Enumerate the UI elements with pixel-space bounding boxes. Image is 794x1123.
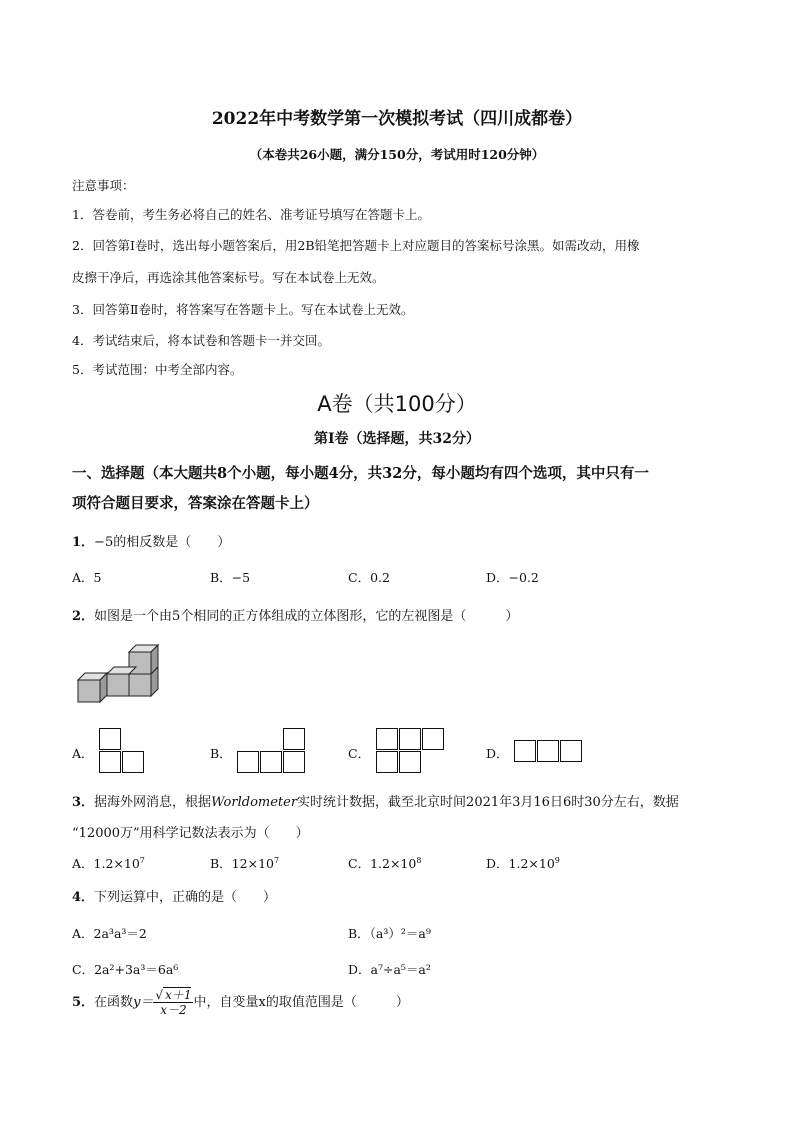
option-d: D．$1.2\times 10^9$ bbox=[486, 855, 560, 871]
option-a: A．5 bbox=[72, 570, 102, 585]
question-4 bbox=[72, 886, 276, 905]
option-a-label: A． bbox=[72, 746, 94, 761]
question-text: 实时统计数据，截至北京时间2021年3月16日6时30分左右，数据 bbox=[297, 795, 679, 810]
question-text: −5的相反数是（ ） bbox=[94, 535, 231, 550]
question-number: 2． bbox=[72, 609, 95, 624]
section-title: A卷（共100分） bbox=[317, 392, 477, 416]
option-b-label: B． bbox=[210, 746, 232, 761]
note-item: 1．答卷前，考生务必将自己的姓名、准考证号填写在答题卡上。 bbox=[72, 207, 430, 222]
part-title-line2: 项符合题目要求，答案涂在答题卡上） bbox=[72, 495, 319, 512]
question-text-emphasis: Worldometer bbox=[211, 795, 298, 810]
question-number: 4． bbox=[72, 890, 95, 905]
question-text: 中，自变量x的取值范围是（ ） bbox=[193, 995, 409, 1010]
option-d: D．−0.2 bbox=[486, 570, 539, 585]
page-title: 2022年中考数学第一次模拟考试（四川成都卷） bbox=[211, 109, 583, 129]
question-text: 据海外网消息，根据 bbox=[94, 795, 212, 810]
function-fraction: $\frac{√ x+1}{x-2}$ bbox=[155, 988, 192, 1017]
note-item: 4．考试结束后，将本试卷和答题卡一并交回。 bbox=[72, 333, 330, 348]
option-c: C．2a²+3a³＝6a⁶ bbox=[72, 962, 179, 977]
question-number: 3． bbox=[72, 795, 95, 810]
question-2 bbox=[72, 605, 518, 624]
question-text: 下列运算中，正确的是（ ） bbox=[94, 890, 277, 905]
option-c: C．0.2 bbox=[348, 570, 390, 585]
option-d: D．a⁷÷a⁵＝a² bbox=[348, 962, 431, 977]
option-a: A．2a³a³＝2 bbox=[72, 926, 147, 941]
option-c-label: C． bbox=[348, 746, 371, 761]
cube-solid-figure bbox=[74, 640, 166, 708]
function-var: y＝ bbox=[133, 995, 154, 1010]
part-title-line1: 一、选择题（本大题共8个小题，每小题4分，共32分，每小题均有四个选项，其中只有一 bbox=[72, 465, 649, 482]
notes-heading: 注意事项： bbox=[72, 178, 135, 193]
volume-title: 第Ⅰ卷（选择题，共32分） bbox=[313, 431, 481, 447]
question-number: 1． bbox=[72, 535, 95, 550]
question-text: 如图是一个由5个相同的正方体组成的立体图形，它的左视图是（ ） bbox=[94, 609, 519, 624]
option-b: B．$12\times 10^7$ bbox=[210, 855, 280, 871]
question-3-line2: “12000万”用科学记数法表示为（ ） bbox=[72, 826, 309, 841]
question-1 bbox=[72, 531, 230, 550]
page-subtitle: （本卷共26小题，满分150分，考试用时120分钟） bbox=[249, 147, 545, 162]
note-item: 皮擦干净后，再选涂其他答案标号。写在本试卷上无效。 bbox=[72, 270, 385, 285]
option-b: B．（a³）²＝a⁹ bbox=[348, 926, 431, 941]
question-3 bbox=[72, 791, 679, 810]
question-number: 5． bbox=[72, 995, 95, 1010]
note-item: 2．回答第Ⅰ卷时，选出每小题答案后，用2B铅笔把答题卡上对应题目的答案标号涂黑。如需改动，用橡 bbox=[72, 238, 640, 253]
option-d-label: D． bbox=[486, 746, 509, 761]
question-text: 在函数 bbox=[94, 995, 134, 1010]
option-c: C．$1.2\times 10^8$ bbox=[348, 855, 422, 871]
note-item: 5．考试范围：中考全部内容。 bbox=[72, 362, 243, 377]
question-5 bbox=[72, 988, 409, 1017]
note-item: 3．回答第Ⅱ卷时，将答案写在答题卡上。写在本试卷上无效。 bbox=[72, 302, 414, 317]
option-a: A．$1.2\times 10^7$ bbox=[72, 855, 145, 871]
option-b: B．−5 bbox=[210, 570, 251, 585]
